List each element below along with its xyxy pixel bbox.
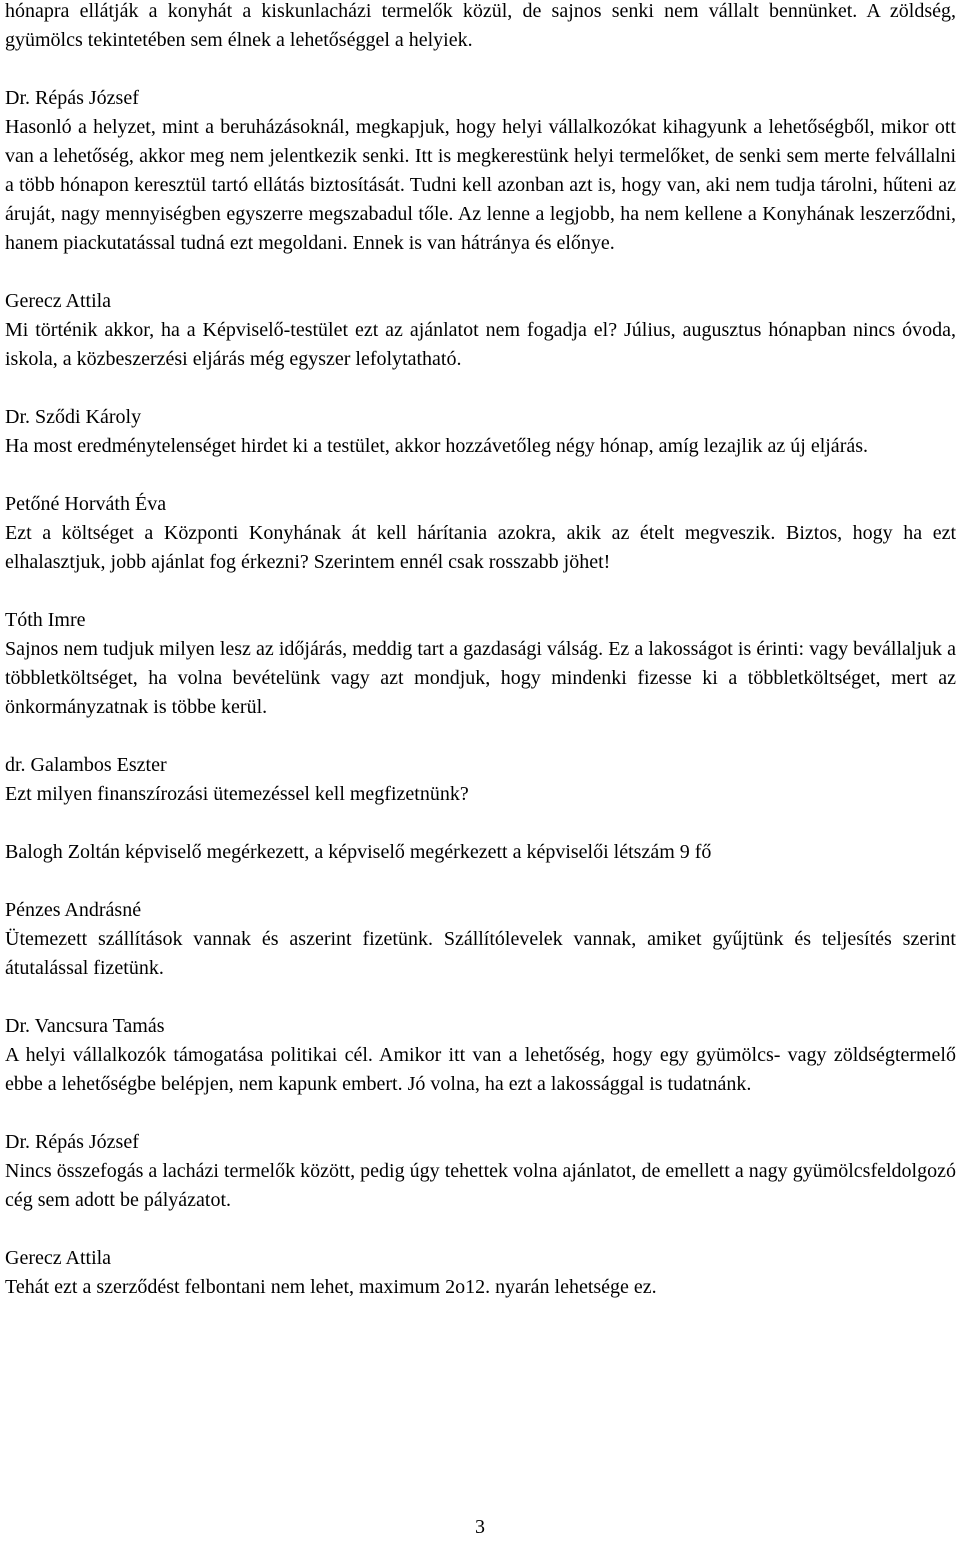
speaker-statement: A helyi vállalkozók támogatása politikai cél. Amikor itt van a lehetőség, hogy egy gyümölcs- vagy zöldségtermelő ebbe a lehetőségbe belépjen, nem kapunk embert. Jó volna, ha ezt a lakossággal is tudatnánk. bbox=[5, 1044, 956, 1095]
speaker-name: dr. Galambos Eszter bbox=[5, 754, 167, 776]
speaker-statement: Sajnos nem tudjuk milyen lesz az időjárás, meddig tart a gazdasági válság. Ez a lakosságot is érinti: vagy bevállaljuk a többletköltséget, ha volna bevételünk vagy azt mondjuk, hogy mindenki fizesse ki a többletköltséget, mert az önkormányzatnak is többe kerül. bbox=[5, 638, 956, 718]
document-page bbox=[5, 0, 956, 1331]
page-number: 3 bbox=[475, 1516, 485, 1538]
arrival-notice bbox=[5, 838, 956, 867]
speaker-name: Gerecz Attila bbox=[5, 1247, 112, 1269]
speaker-name: Dr. Sződi Károly bbox=[5, 406, 142, 428]
speaker-entry bbox=[5, 896, 956, 983]
speaker-name: Pénzes Andrásné bbox=[5, 899, 142, 921]
speaker-name: Dr. Répás József bbox=[5, 1131, 139, 1153]
speaker-entry bbox=[5, 287, 956, 374]
speaker-statement: Hasonló a helyzet, mint a beruházásoknál, megkapjuk, hogy helyi vállalkozókat kihagyunk a lehetőségből, mikor ott van a lehetőség, akkor meg nem jelentkezik senki. Itt is megkerestünk helyi termelőket, de senki sem merte felvállalni a több hónapon keresztül tartó ellátás biztosítását. Tudni kell azonban azt is, hogy van, aki nem tudja tárolni, hűteni az áruját, nagy mennyiségben egyszerre megszabadul tőle. Az lenne a legjobb, ha nem kellene a Konyhának leszerződni, hanem piackutatással tudná ezt megoldani. Ennek is van hátránya és előnye. bbox=[5, 116, 956, 254]
speaker-entry bbox=[5, 1128, 956, 1215]
speaker-entry bbox=[5, 1244, 956, 1302]
speaker-statement: Ezt milyen finanszírozási ütemezéssel kell megfizetnünk? bbox=[5, 783, 469, 805]
arrival-notice-text: Balogh Zoltán képviselő megérkezett, a képviselő megérkezett a képviselői létszám 9 fő bbox=[5, 841, 712, 863]
intro-text: hónapra ellátják a konyhát a kiskunlacházi termelők közül, de sajnos senki nem vállalt bennünket. A zöldség, gyümölcs tekintetében sem élnek a lehetőséggel a helyiek. bbox=[5, 0, 956, 51]
speaker-statement: Nincs összefogás a lacházi termelők között, pedig úgy tehettek volna ajánlatot, de emellett a nagy gyümölcsfeldolgozó cég sem adott be pályázatot. bbox=[5, 1160, 956, 1211]
speaker-entry bbox=[5, 403, 956, 461]
speaker-entry bbox=[5, 751, 956, 809]
speaker-name: Petőné Horváth Éva bbox=[5, 493, 167, 515]
speaker-name: Dr. Répás József bbox=[5, 87, 139, 109]
speaker-name: Tóth Imre bbox=[5, 609, 86, 631]
speaker-entry bbox=[5, 1012, 956, 1099]
speaker-statement: Ütemezett szállítások vannak és aszerint fizetünk. Szállítólevelek vannak, amiket gyűjtünk és teljesítés szerint átutalással fizetünk. bbox=[5, 928, 956, 979]
intro-paragraph bbox=[5, 0, 956, 55]
speaker-entry bbox=[5, 606, 956, 722]
speaker-statement: Ha most eredménytelenséget hirdet ki a testület, akkor hozzávetőleg négy hónap, amíg lezajlik az új eljárás. bbox=[5, 435, 869, 457]
speaker-entry bbox=[5, 490, 956, 577]
speaker-statement: Ezt a költséget a Központi Konyhának át kell hárítania azokra, akik az ételt megveszik. Biztos, hogy ha ezt elhalasztjuk, jobb ajánlat fog érkezni? Szerintem ennél csak rosszabb jöhet! bbox=[5, 522, 956, 573]
speaker-statement: Mi történik akkor, ha a Képviselő-testület ezt az ajánlatot nem fogadja el? Július, augusztus hónapban nincs óvoda, iskola, a közbeszerzési eljárás még egyszer lefolytatható. bbox=[5, 319, 956, 370]
speaker-name: Dr. Vancsura Tamás bbox=[5, 1015, 165, 1037]
speaker-entry bbox=[5, 84, 956, 258]
speaker-name: Gerecz Attila bbox=[5, 290, 112, 312]
speaker-statement: Tehát ezt a szerződést felbontani nem lehet, maximum 2o12. nyarán lehetsége ez. bbox=[5, 1276, 657, 1298]
